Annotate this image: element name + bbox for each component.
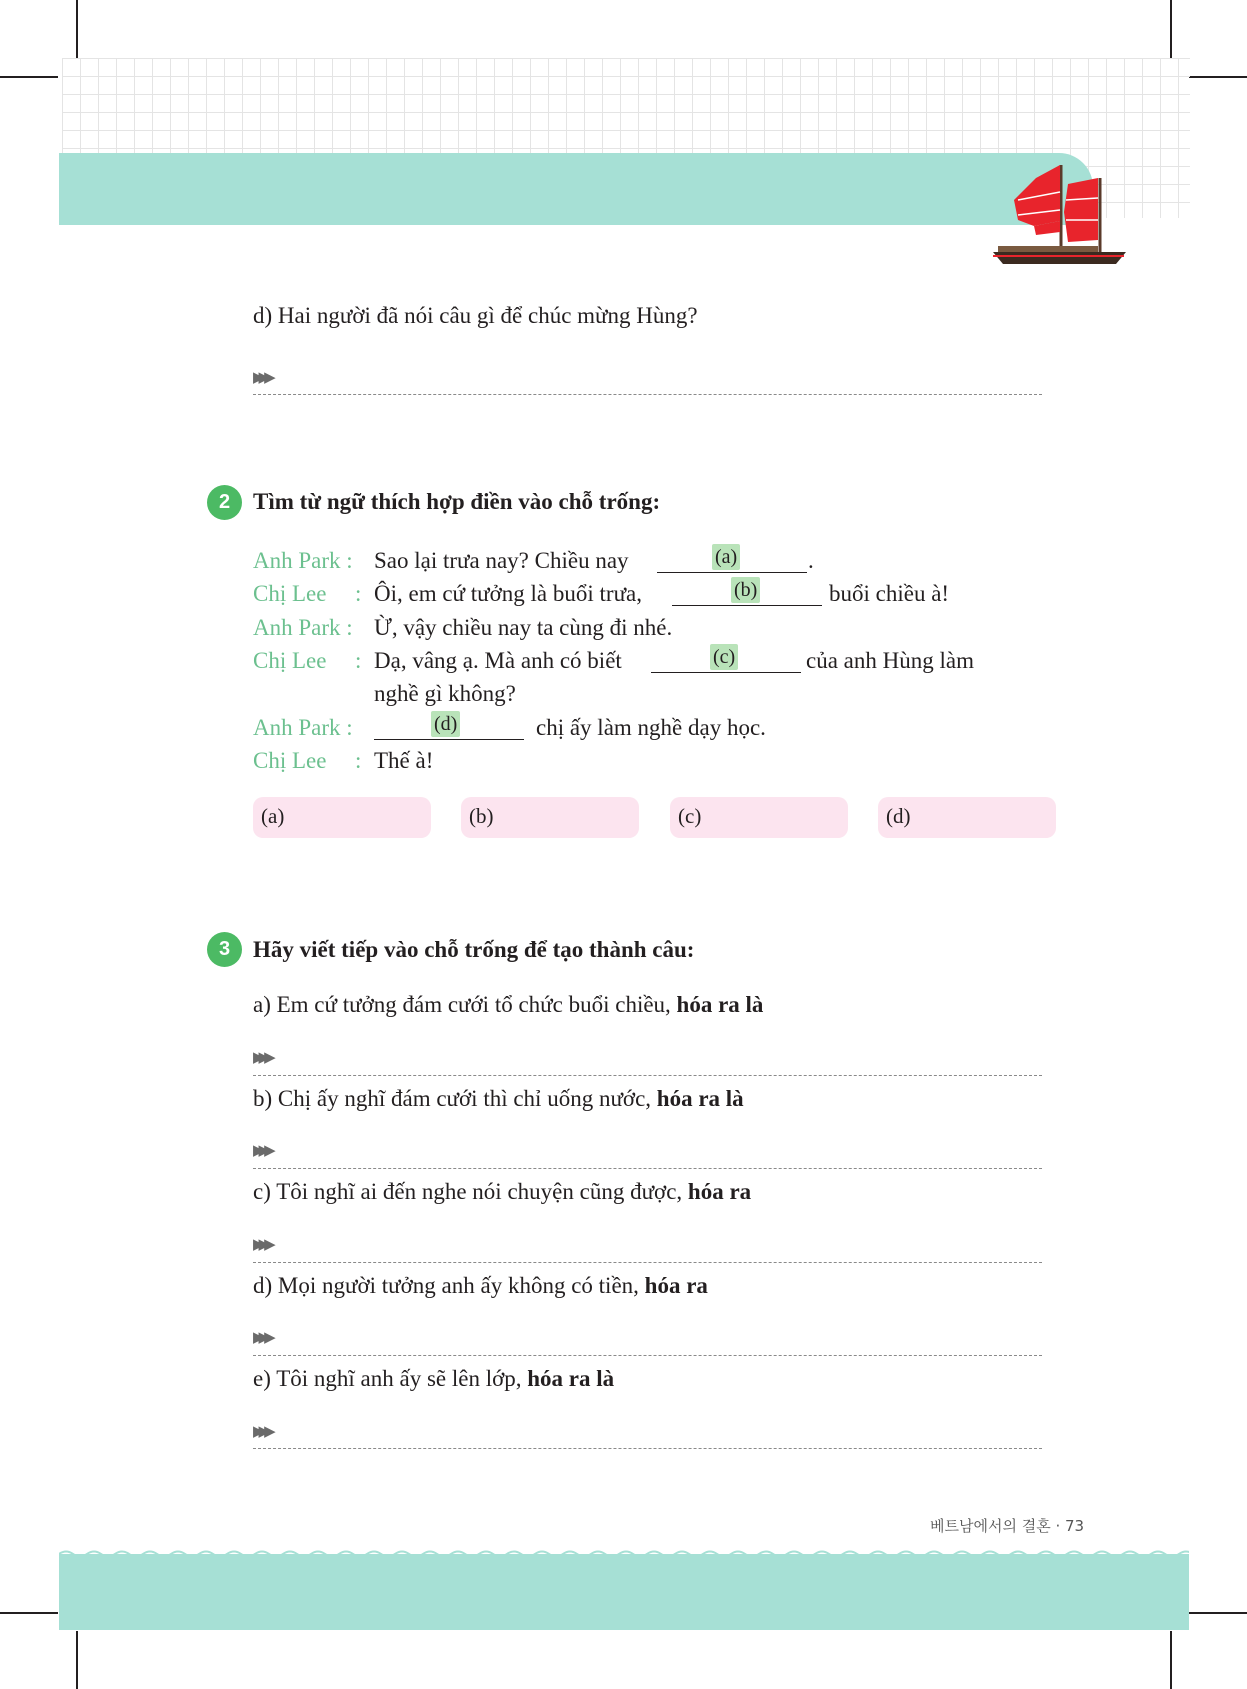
- speaker-colon: :: [355, 748, 362, 773]
- answer-line[interactable]: [253, 1075, 1042, 1076]
- fill-blank[interactable]: [657, 572, 807, 573]
- footer-band: [59, 1554, 1189, 1630]
- exercise-number-badge: 3: [207, 932, 242, 967]
- dialogue-text-continuation: nghề gì không?: [374, 681, 516, 706]
- page-footer: 베트남에서의 결혼 · 73: [930, 1517, 1085, 1535]
- answer-box-label: (d): [886, 804, 911, 828]
- answer-line[interactable]: [253, 394, 1042, 395]
- speaker-label: Anh Park :: [253, 615, 353, 640]
- speaker-label: Anh Park :: [253, 548, 353, 573]
- sentence-prompt-b: [253, 1085, 744, 1113]
- answer-line[interactable]: [253, 1262, 1042, 1263]
- prompt-text: b) Chị ấy nghĩ đám cưới thì chỉ uống nước,: [253, 1086, 652, 1111]
- speaker-label: Anh Park :: [253, 715, 353, 740]
- crop-mark: [1170, 1631, 1172, 1689]
- fill-blank[interactable]: [651, 672, 801, 673]
- dialogue-text: .: [808, 548, 814, 573]
- header-band: [59, 153, 1093, 225]
- junk-boat-icon: [988, 160, 1128, 270]
- dialogue-text: Dạ, vâng ạ. Mà anh có biết: [374, 648, 622, 673]
- arrow-marker-icon: ▶▶▶: [253, 1048, 270, 1066]
- prompt-keyword: hóa ra: [644, 1273, 708, 1298]
- exercise-title: Tìm từ ngữ thích hợp điền vào chỗ trống:: [253, 489, 661, 514]
- answer-box-label: (c): [678, 804, 702, 828]
- arrow-marker-icon: ▶▶▶: [253, 1235, 270, 1253]
- blank-tag: (d): [431, 711, 460, 737]
- prompt-text: e) Tôi nghĩ anh ấy sẽ lên lớp,: [253, 1366, 522, 1391]
- answer-box-label: (a): [261, 804, 285, 828]
- answer-box-a[interactable]: [253, 797, 431, 838]
- blank-tag: (b): [731, 577, 760, 603]
- answer-box-d[interactable]: [878, 797, 1056, 838]
- question-1d: d) Hai người đã nói câu gì để chúc mừng Hùng?: [253, 303, 698, 328]
- dialogue-text: Ừ, vậy chiều nay ta cùng đi nhé.: [374, 615, 673, 640]
- crop-mark: [0, 1612, 58, 1614]
- dialogue-text: Sao lại trưa nay? Chiều nay: [374, 548, 629, 573]
- prompt-text: d) Mọi người tưởng anh ấy không có tiền,: [253, 1273, 639, 1298]
- speaker-colon: :: [355, 648, 362, 673]
- sentence-prompt-e: [253, 1365, 614, 1393]
- exercise-number-badge: 2: [207, 485, 242, 520]
- speaker-colon: :: [355, 581, 362, 606]
- prompt-keyword: hóa ra là: [527, 1366, 615, 1391]
- dialogue-text: Ôi, em cứ tưởng là buổi trưa,: [374, 581, 643, 606]
- answer-box-b[interactable]: [461, 797, 639, 838]
- answer-line[interactable]: [253, 1355, 1042, 1356]
- answer-box-c[interactable]: [670, 797, 848, 838]
- prompt-keyword: hóa ra là: [656, 1086, 744, 1111]
- answer-line[interactable]: [253, 1168, 1042, 1169]
- prompt-text: a) Em cứ tưởng đám cưới tổ chức buổi chiều,: [253, 992, 671, 1017]
- speaker-label: Chị Lee: [253, 581, 327, 606]
- arrow-marker-icon: ▶▶▶: [253, 1328, 270, 1346]
- prompt-keyword: hóa ra là: [676, 992, 764, 1017]
- speaker-label: Chị Lee: [253, 648, 327, 673]
- dialogue-text: chị ấy làm nghề dạy học.: [536, 715, 766, 740]
- answer-line[interactable]: [253, 1448, 1042, 1449]
- arrow-marker-icon: ▶▶▶: [253, 1141, 270, 1159]
- crop-mark: [1189, 1612, 1247, 1614]
- fill-blank[interactable]: [374, 739, 524, 740]
- crop-mark: [76, 0, 78, 58]
- dialogue-text: buổi chiều à!: [829, 581, 950, 606]
- crop-mark: [0, 76, 58, 78]
- speaker-label: Chị Lee: [253, 748, 327, 773]
- crop-mark: [1189, 76, 1247, 78]
- sentence-prompt-c: [253, 1178, 751, 1206]
- blank-tag: (a): [712, 544, 740, 570]
- crop-mark: [1170, 0, 1172, 58]
- arrow-marker-icon: ▶▶▶: [253, 1422, 270, 1440]
- dialogue-text: Thế à!: [374, 748, 434, 773]
- prompt-text: c) Tôi nghĩ ai đến nghe nói chuyện cũng được,: [253, 1179, 683, 1204]
- fill-blank[interactable]: [672, 605, 822, 606]
- answer-box-label: (b): [469, 804, 494, 828]
- dialogue-text: của anh Hùng làm: [806, 648, 974, 673]
- prompt-keyword: hóa ra: [687, 1179, 752, 1204]
- sentence-prompt-d: [253, 1272, 708, 1300]
- crop-mark: [76, 1631, 78, 1689]
- exercise-title: Hãy viết tiếp vào chỗ trống để tạo thành câu:: [253, 937, 695, 962]
- blank-tag: (c): [710, 644, 738, 670]
- arrow-marker-icon: ▶▶▶: [253, 368, 270, 386]
- sentence-prompt-a: [253, 991, 763, 1019]
